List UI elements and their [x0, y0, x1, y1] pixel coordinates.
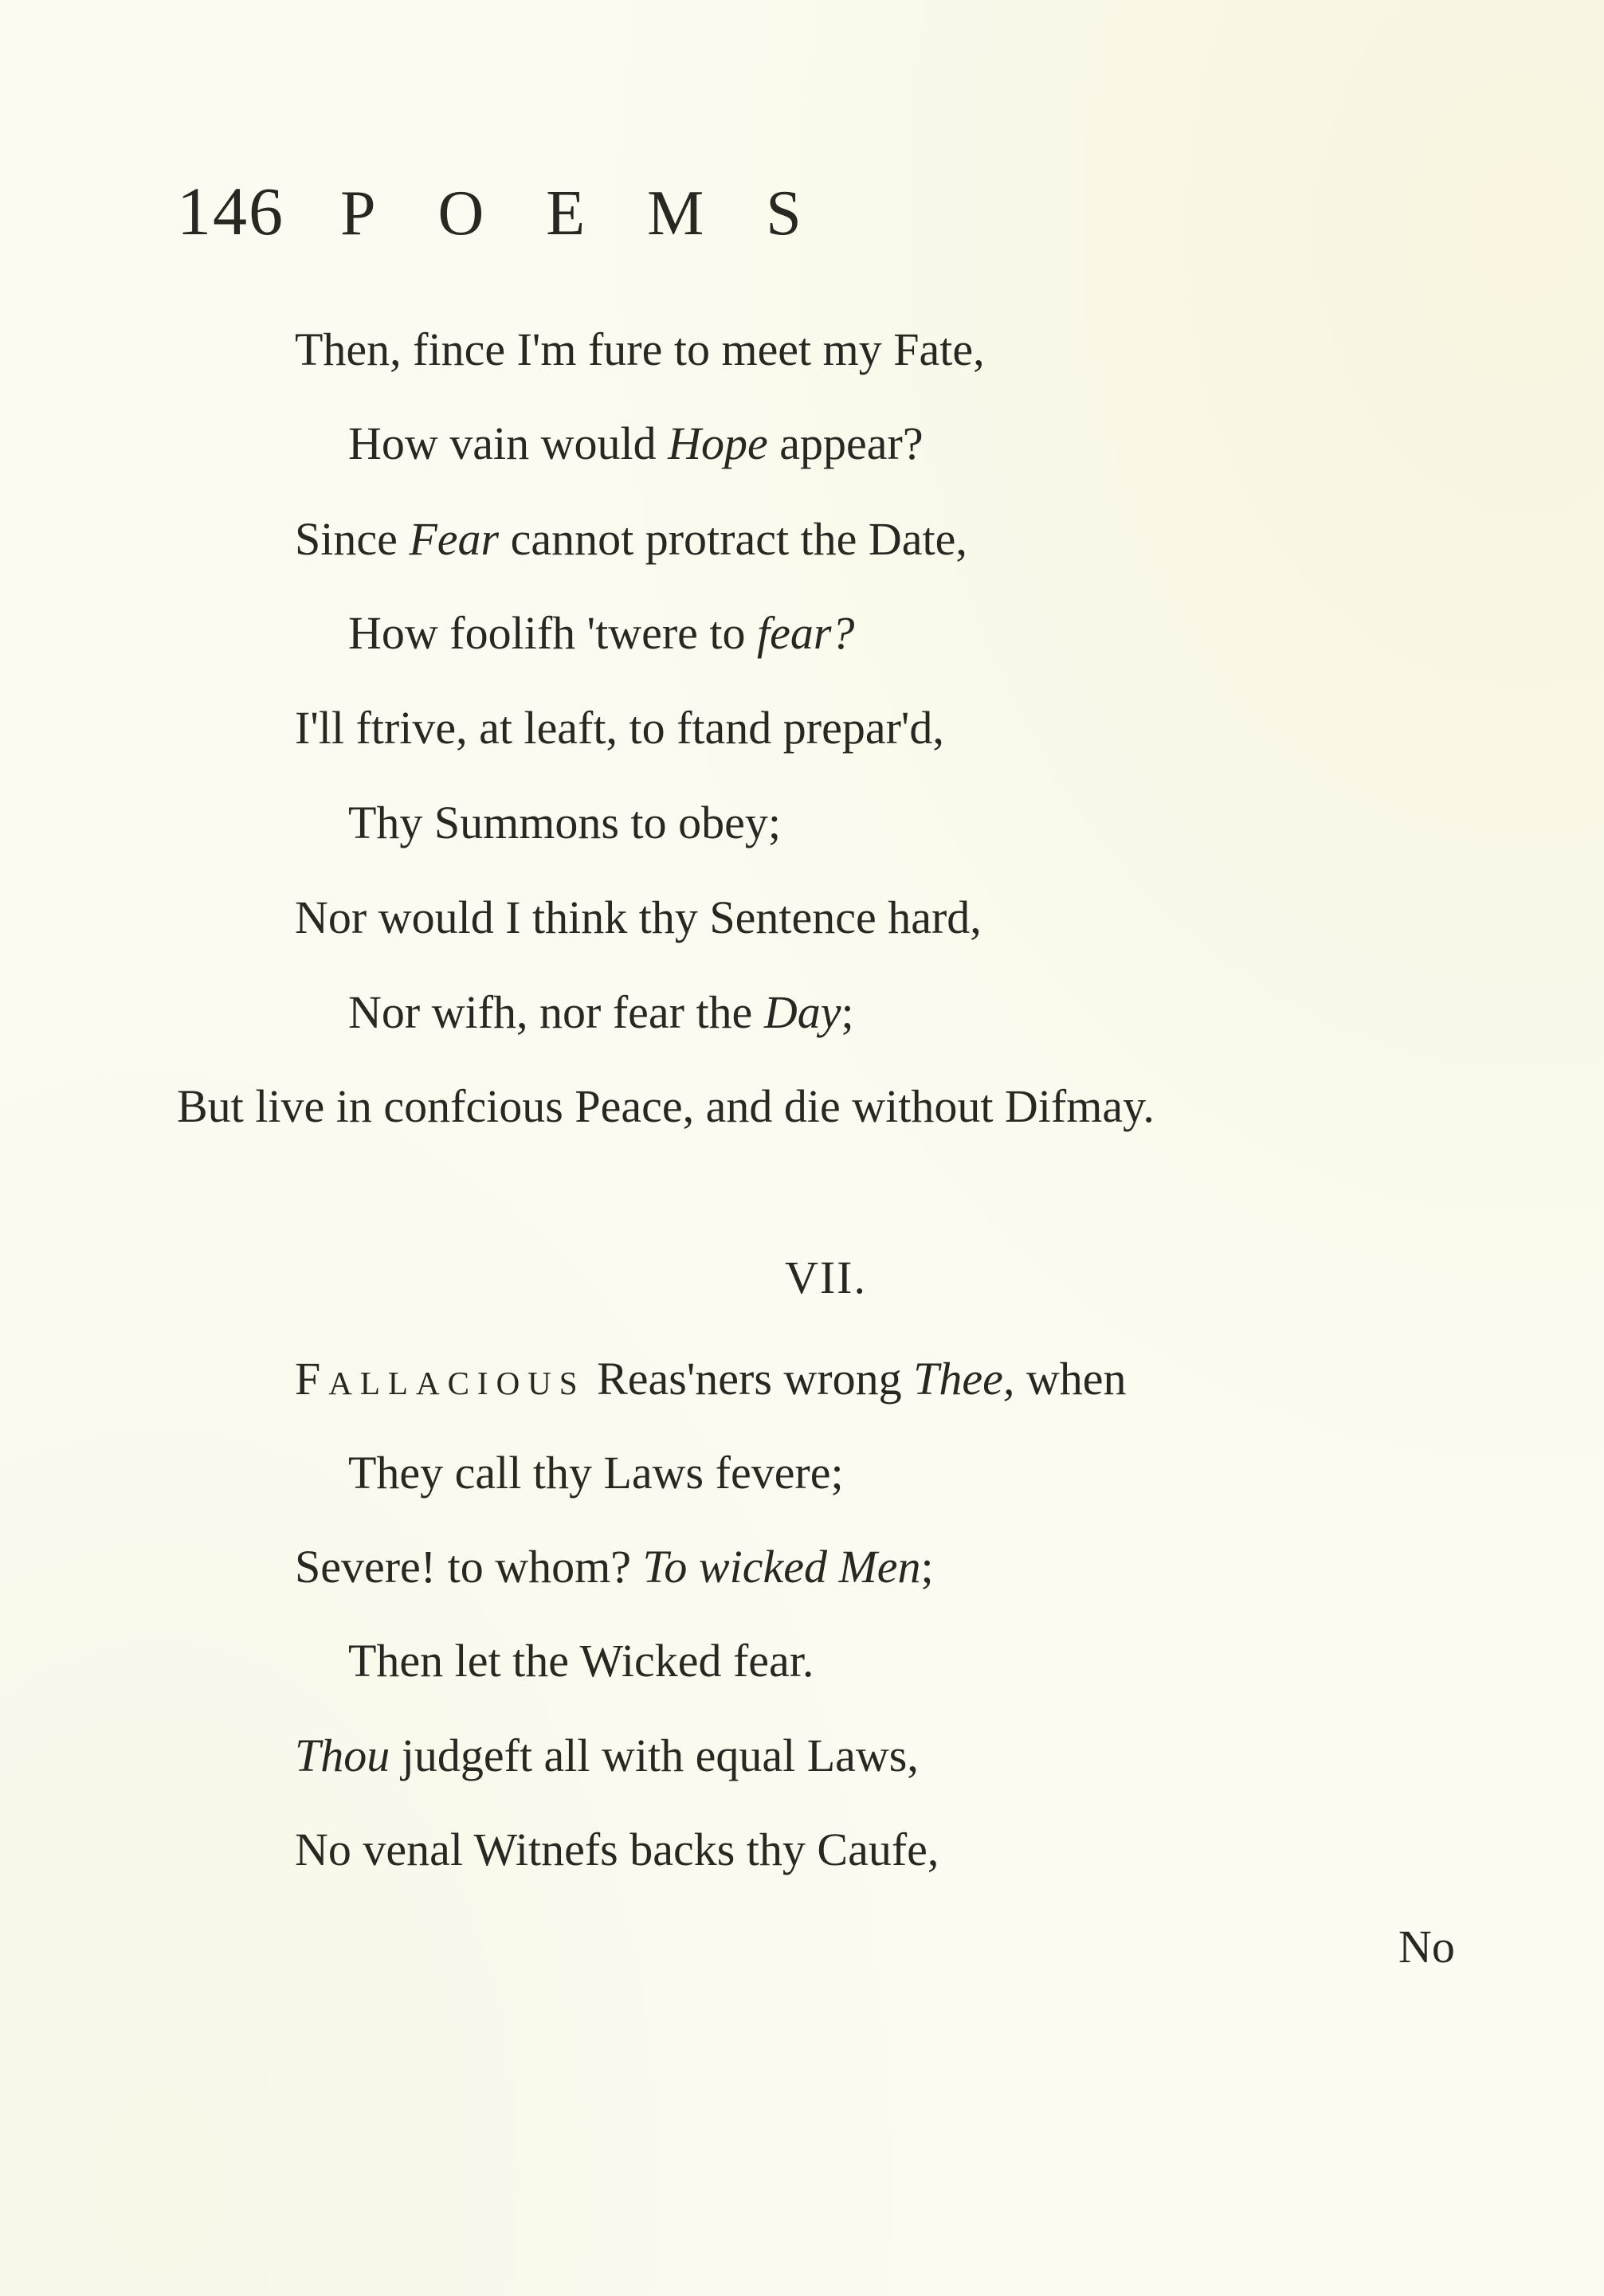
page-number: 146: [177, 173, 284, 249]
poem-line: They call thy Laws fevere;: [348, 1447, 844, 1499]
poem-line: No venal Witnefs backs thy Caufe,: [295, 1824, 939, 1875]
poem-line: Thou judgeft all with equal Laws,: [295, 1730, 919, 1781]
poem-line: Severe! to whom? To wicked Men;: [295, 1541, 934, 1593]
poem-line: Then let the Wicked fear.: [348, 1635, 814, 1687]
running-head: POEMS: [340, 178, 864, 249]
drop-word: Fallacious: [295, 1353, 586, 1405]
poem-line: Since Fear cannot protract the Date,: [295, 513, 967, 565]
poem-line: Thy Summons to obey;: [348, 797, 781, 848]
poem-line: How vain would Hope appear?: [348, 417, 924, 469]
page-header: [177, 171, 864, 259]
poem-line: Then, fince I'm fure to meet my Fate,: [295, 323, 985, 375]
poem-line: Nor wifh, nor fear the Day;: [348, 986, 854, 1038]
poem-line: How foolifh 'twere to fear?: [348, 607, 855, 659]
poem-line: I'll ftrive, at leaft, to ftand prepar'd,: [295, 702, 944, 754]
poem-line: Nor would I think thy Sentence hard,: [295, 891, 982, 943]
stanza-number: VII.: [784, 1252, 867, 1303]
poem-line: Fallacious Reas'ners wrong Thee, when: [295, 1353, 1127, 1405]
poem-line-alexandrine: But live in confcious Peace, and die without Difmay.: [177, 1080, 1155, 1132]
catchword: No: [1398, 1921, 1455, 1973]
